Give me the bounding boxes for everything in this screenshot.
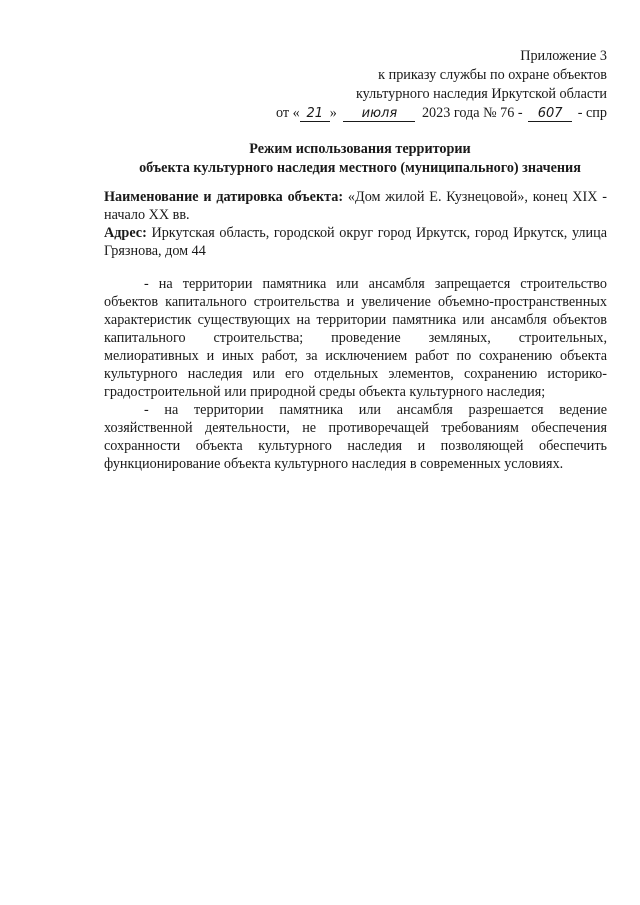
title-line-1: Режим использования территории — [249, 141, 471, 157]
object-name-value: «Дом жилой Е. Кузнецовой», конец XIX - начало XX вв. — [104, 189, 608, 223]
order-authority: культурного наследия Иркутской области — [355, 86, 607, 102]
object-address-label: Адрес: — [104, 225, 147, 241]
appendix-number: Приложение 3 — [520, 48, 607, 64]
document-title — [100, 140, 620, 178]
object-name-paragraph — [104, 188, 607, 224]
date-prefix: от « — [276, 105, 300, 121]
object-name-label: Наименование и датировка объекта: — [104, 189, 344, 205]
order-suffix: - спр — [577, 105, 607, 121]
order-date-line — [276, 104, 607, 123]
object-details — [104, 188, 607, 260]
appendix-header — [276, 47, 607, 123]
permissions-paragraph: - на территории памятника или ансамбля разрешается ведение хозяйственной деятельности, не противоречащей требованиям обеспечения сохранности объекта культурного наследия и позволяющей обеспечить функционирование объекта культурного наследия в современных условиях. — [104, 402, 607, 472]
title-line-2: объекта культурного наследия местного (муниципального) значения — [139, 160, 581, 176]
object-address-paragraph — [104, 224, 607, 260]
handwritten-order-number: 607 — [528, 106, 572, 122]
handwritten-day: 21 — [300, 106, 330, 122]
prohibitions-paragraph: - на территории памятника или ансамбля запрещается строительство объектов капитального строительства и увеличение объемно-пространственных характеристик существующих на территории памятника или ансамбля объектов капитального строительства; проведение земляных, строительных, мелиоративных и иных работ, за исключением работ по сохранению объекта культурного наследия или его отдельных элементов, сохранению историко-градостроительной или природной среды объекта культурного наследия; — [104, 276, 607, 400]
date-mid: » — [329, 105, 337, 121]
handwritten-month: июля — [343, 106, 415, 122]
regime-text — [104, 275, 607, 473]
year-text: 2023 года № 76 - — [421, 105, 523, 121]
order-reference: к приказу службы по охране объектов — [378, 67, 607, 83]
object-address-value: Иркутская область, городской округ город Иркутск, город Иркутск, улица Грязнова, дом 44 — [104, 225, 607, 259]
